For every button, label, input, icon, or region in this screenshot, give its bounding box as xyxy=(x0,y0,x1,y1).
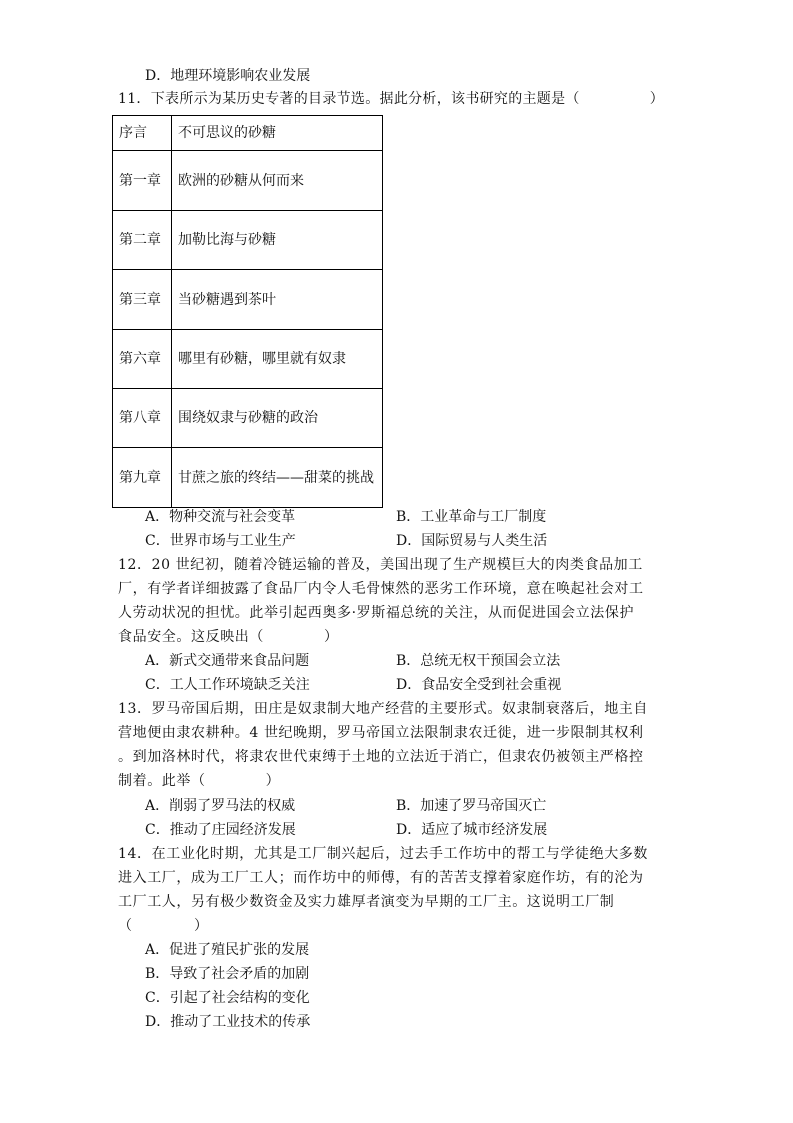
q12-option-b: B．总统无权干预国会立法 xyxy=(396,653,561,669)
q13-stem-last xyxy=(118,771,280,791)
toc-chapter: 第八章 xyxy=(113,389,172,448)
q13-stem-text: 制着。此举（ xyxy=(118,773,206,789)
q12-stem-text: 食品安全。这反映出（ xyxy=(118,629,264,645)
q14-answer-paren xyxy=(118,916,208,936)
toc-chapter: 第九章 xyxy=(113,448,172,508)
q13-stem-end: ） xyxy=(265,773,281,789)
toc-row xyxy=(113,151,383,211)
q13-stem-line: 13．罗马帝国后期，田庄是奴隶制大地产经营的主要形式。奴隶制衰落后，地主自 xyxy=(118,701,649,717)
q14-stem-line: 14．在工业化时期，尤其是工厂制兴起后，过去手工作坊中的帮工与学徒绝大多数 xyxy=(118,846,649,862)
toc-row xyxy=(113,211,383,270)
toc-title: 哪里有砂糖，哪里就有奴隶 xyxy=(172,330,383,389)
toc-title: 加勒比海与砂糖 xyxy=(172,211,383,270)
q14-option-a: A．促进了殖民扩张的发展 xyxy=(145,942,310,958)
toc-row xyxy=(113,116,383,151)
toc-title: 当砂糖遇到茶叶 xyxy=(172,270,383,330)
q11-option-d: D．国际贸易与人类生活 xyxy=(396,533,548,549)
q12-option-a: A．新式交通带来食品问题 xyxy=(145,653,310,669)
q13-option-b: B．加速了罗马帝国灭亡 xyxy=(396,798,547,814)
q13-stem-line: 营地便由隶农耕种。4 世纪晚期，罗马帝国立法限制隶农迁徙，进一步限制其权利 xyxy=(118,725,644,741)
q14-paren-open: （ xyxy=(118,918,132,934)
toc-title: 不可思议的砂糖 xyxy=(172,116,383,151)
q14-stem-line: 工厂工人，另有极少数资金及实力雄厚者演变为早期的工厂主。这说明工厂制 xyxy=(118,894,615,910)
toc-chapter: 序言 xyxy=(113,116,172,151)
q14-option-c: C．引起了社会结构的变化 xyxy=(145,990,310,1006)
toc-chapter: 第一章 xyxy=(113,151,172,211)
q11-option-b: B．工业革命与工厂制度 xyxy=(396,509,547,525)
q11-stem-end: ） xyxy=(649,91,665,107)
q13-stem-line: 。到加洛林时代，将隶农世代束缚于土地的立法近于消亡，但隶农仍被领主严格控 xyxy=(118,749,644,765)
q12-option-d: D．食品安全受到社会重视 xyxy=(396,677,562,693)
toc-row xyxy=(113,330,383,389)
q14-option-b: B．导致了社会矛盾的加剧 xyxy=(145,966,310,982)
toc-chapter: 第二章 xyxy=(113,211,172,270)
q12-stem-line: 厂，有学者详细披露了食品厂内令人毛骨悚然的恶劣工作环境，意在唤起社会对工 xyxy=(118,581,644,597)
toc-row xyxy=(113,448,383,508)
q12-stem-line: 人劳动状况的担忧。此举引起西奥多·罗斯福总统的关注，从而促进国会立法保护 xyxy=(118,605,635,621)
q12-stem-last xyxy=(118,627,339,647)
toc-title: 甘蔗之旅的终结——甜菜的挑战 xyxy=(172,448,383,508)
q11-option-c: C．世界市场与工业生产 xyxy=(145,533,296,549)
toc-row xyxy=(113,270,383,330)
q11-option-a: A．物种交流与社会变革 xyxy=(145,509,296,525)
q13-option-d: D．适应了城市经济发展 xyxy=(396,822,548,838)
q11-stem xyxy=(118,89,664,109)
q12-option-c: C．工人工作环境缺乏关注 xyxy=(145,677,310,693)
q11-stem-text: 11．下表所示为某历史专著的目录节选。据此分析，该书研究的主题是（ xyxy=(118,91,580,107)
q13-option-c: C．推动了庄园经济发展 xyxy=(145,822,296,838)
q12-stem-line: 12．20 世纪初，随着冷链运输的普及，美国出现了生产规模巨大的肉类食品加工 xyxy=(118,557,643,573)
toc-chapter: 第三章 xyxy=(113,270,172,330)
q14-paren-close: ） xyxy=(194,918,208,934)
toc-title: 围绕奴隶与砂糖的政治 xyxy=(172,389,383,448)
q14-stem-line: 进入工厂，成为工厂工人；而作坊中的师傅，有的苦苦支撑着家庭作坊，有的沦为 xyxy=(118,870,644,886)
q14-option-d: D．推动了工业技术的传承 xyxy=(145,1014,311,1030)
toc-title: 欧洲的砂糖从何而来 xyxy=(172,151,383,211)
q13-option-a: A．削弱了罗马法的权威 xyxy=(145,798,296,814)
q12-stem-end: ） xyxy=(324,629,339,645)
q11-toc-table xyxy=(112,115,383,508)
toc-chapter: 第六章 xyxy=(113,330,172,389)
toc-row xyxy=(113,389,383,448)
q10-option-d: D．地理环境影响农业发展 xyxy=(145,68,311,84)
